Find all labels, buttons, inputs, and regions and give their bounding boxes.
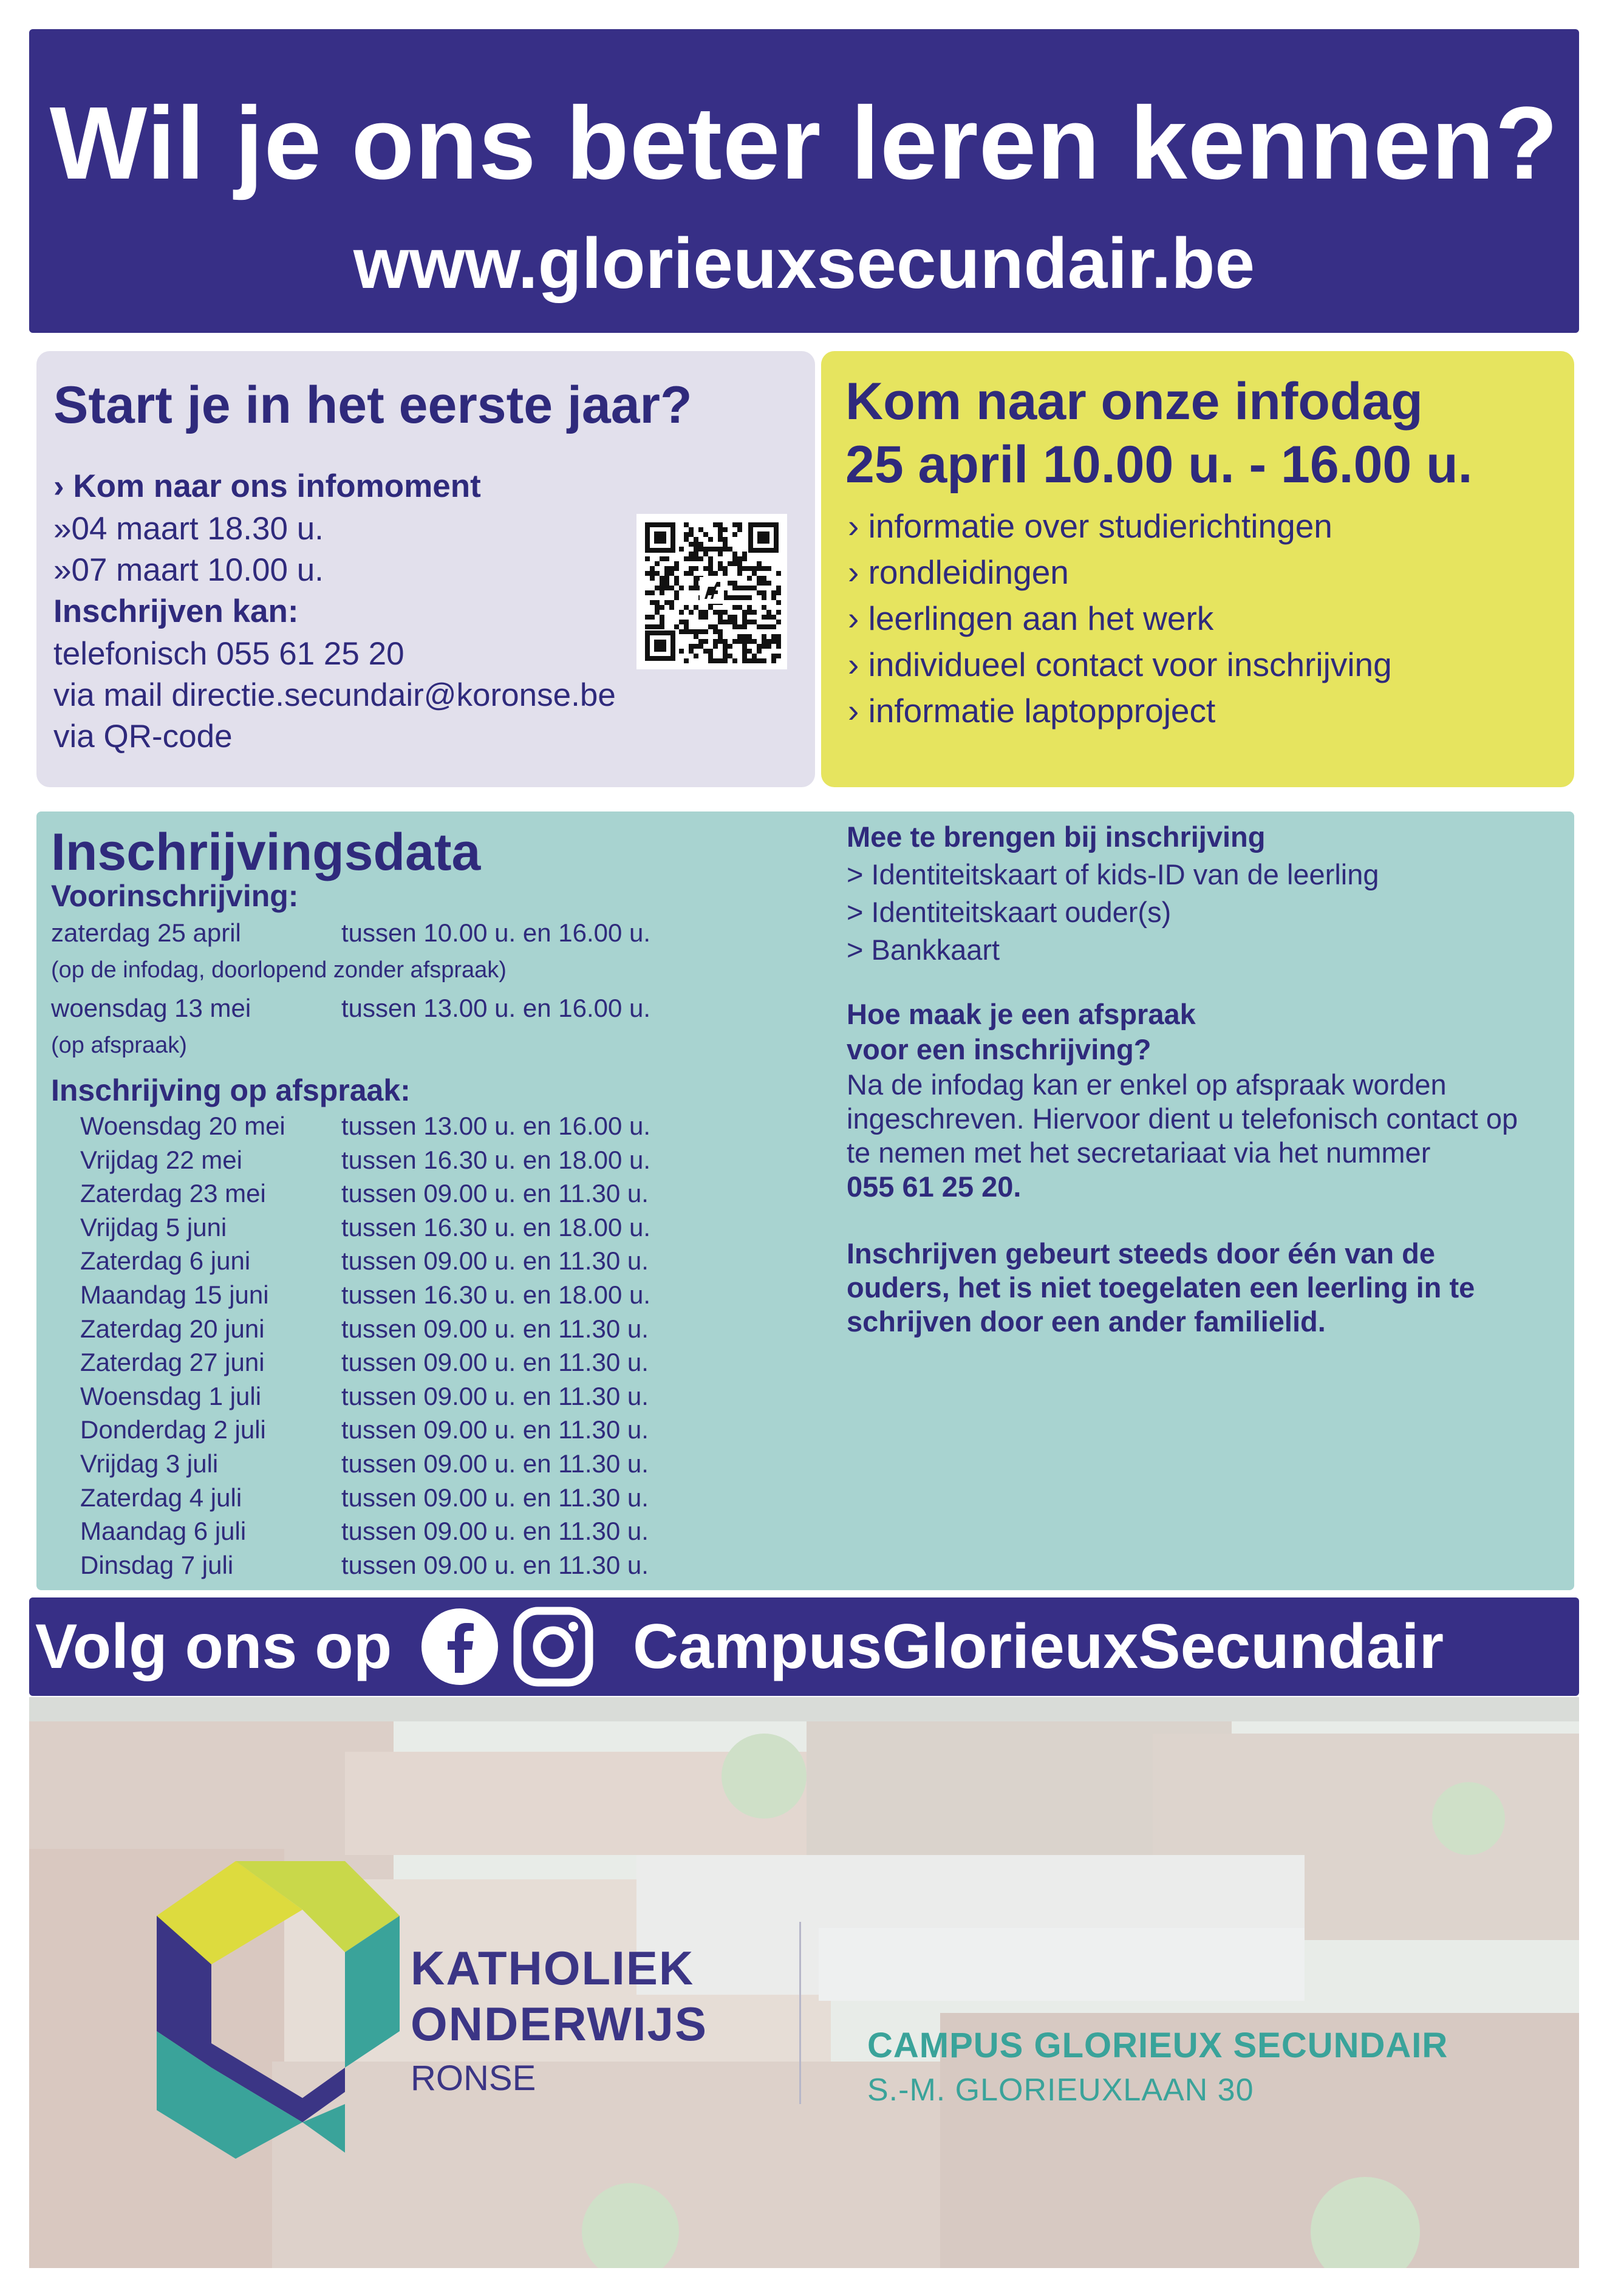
preregistration-note: (op de infodag, doorlopend zonder afspraak) xyxy=(51,957,507,983)
bring-item: > Bankkaart xyxy=(847,934,1000,966)
preregistration-time: tussen 13.00 u. en 16.00 u. xyxy=(341,994,651,1022)
appointment-day: Zaterdag 20 juni xyxy=(80,1314,265,1343)
appointment-day: Zaterdag 27 juni xyxy=(80,1348,265,1377)
register-qr: via QR-code xyxy=(53,719,233,754)
bring-item: > Identiteitskaart of kids-ID van de leerling xyxy=(847,858,1379,890)
appointment-day: Donderdag 2 juli xyxy=(80,1415,266,1444)
parent-note: ouders, het is niet toegelaten een leerling in te xyxy=(847,1271,1475,1303)
appointment-time: tussen 16.30 u. en 18.00 u. xyxy=(341,1212,651,1242)
appointment-time: tussen 09.00 u. en 11.30 u. xyxy=(341,1246,649,1276)
campus-photo xyxy=(29,1697,1579,2268)
appointment-time: tussen 09.00 u. en 11.30 u. xyxy=(341,1449,649,1478)
first-year-title: Start je in het eerste jaar? xyxy=(53,376,692,434)
preregistration-label: Voorinschrijving: xyxy=(51,879,299,913)
howto-text: te nemen met het secretariaat via het nummer xyxy=(847,1136,1431,1169)
infodag-box xyxy=(821,351,1574,787)
parent-note: schrijven door een ander familielid. xyxy=(847,1305,1326,1338)
website-url[interactable]: www.glorieuxsecundair.be xyxy=(353,224,1255,304)
infodag-item: › individueel contact voor inschrijving xyxy=(848,646,1392,683)
facebook-icon[interactable] xyxy=(421,1608,498,1685)
appointment-time: tussen 09.00 u. en 11.30 u. xyxy=(341,1550,649,1579)
instagram-icon[interactable] xyxy=(513,1606,594,1687)
howto-text: ingeschreven. Hiervoor dient u telefonisch contact op xyxy=(847,1102,1518,1135)
howto-text: Na de infodag kan er enkel op afspraak worden xyxy=(847,1068,1447,1101)
social-bar xyxy=(29,1597,1579,1696)
org-name: ONDERWIJS xyxy=(411,1997,708,2051)
appointment-day: Zaterdag 4 juli xyxy=(80,1483,242,1512)
appointment-day: Vrijdag 22 mei xyxy=(80,1145,242,1174)
infodag-item: › leerlingen aan het werk xyxy=(848,600,1214,637)
org-block xyxy=(411,1940,708,2099)
campus-name: CAMPUS GLORIEUX SECUNDAIR xyxy=(867,2026,1448,2065)
preregistration-time: tussen 10.00 u. en 16.00 u. xyxy=(341,918,651,947)
appointment-day: Vrijdag 3 juli xyxy=(80,1449,219,1478)
qr-code[interactable] xyxy=(636,514,787,669)
org-name: KATHOLIEK xyxy=(411,1941,695,1995)
campus-address: S.-M. GLORIEUXLAAN 30 xyxy=(867,2072,1254,2108)
appointment-time: tussen 09.00 u. en 11.30 u. xyxy=(341,1483,649,1512)
infomoment-date: »04 maart 18.30 u. xyxy=(53,511,324,547)
appointment-time: tussen 09.00 u. en 11.30 u. xyxy=(341,1381,649,1410)
appointment-day: Dinsdag 7 juli xyxy=(80,1550,234,1579)
appointment-time: tussen 16.30 u. en 18.00 u. xyxy=(341,1145,651,1174)
bring-item: > Identiteitskaart ouder(s) xyxy=(847,896,1172,928)
appointment-time: tussen 09.00 u. en 11.30 u. xyxy=(341,1415,649,1444)
howto-heading: Hoe maak je een afspraak xyxy=(847,998,1196,1030)
registration-box xyxy=(36,811,1574,1590)
appointment-time: tussen 16.30 u. en 18.00 u. xyxy=(341,1280,651,1309)
secretariat-phone[interactable]: 055 61 25 20. xyxy=(847,1170,1022,1203)
appointment-day: Woensdag 1 juli xyxy=(80,1381,262,1410)
campus-block xyxy=(867,2025,1448,2108)
preregistration-day: woensdag 13 mei xyxy=(51,994,251,1022)
org-city: RONSE xyxy=(411,2059,536,2098)
appointment-time: tussen 13.00 u. en 16.00 u. xyxy=(341,1112,651,1140)
appointment-day: Zaterdag 6 juni xyxy=(80,1246,251,1276)
register-label: Inschrijven kan: xyxy=(53,593,299,629)
first-year-box xyxy=(36,351,815,787)
parent-note: Inschrijven gebeurt steeds door één van de xyxy=(847,1237,1436,1269)
infodag-item: › informatie laptopproject xyxy=(848,692,1216,729)
preregistration-day: zaterdag 25 april xyxy=(51,918,241,947)
footer-divider xyxy=(799,1922,801,2104)
follow-label: Volg ons op xyxy=(35,1611,392,1682)
registration-title: Inschrijvingsdata xyxy=(51,823,481,881)
appointment-day: Maandag 6 juli xyxy=(80,1517,247,1546)
infodag-title: Kom naar onze infodag xyxy=(845,372,1423,431)
howto-heading: voor een inschrijving? xyxy=(847,1033,1152,1065)
appointment-label: Inschrijving op afspraak: xyxy=(51,1073,411,1107)
social-handle[interactable]: CampusGlorieuxSecundair xyxy=(633,1611,1444,1682)
infodag-item: › rondleidingen xyxy=(848,553,1069,591)
bring-label: Mee te brengen bij inschrijving xyxy=(847,821,1266,853)
appointment-day: Maandag 15 juni xyxy=(80,1280,269,1309)
register-phone[interactable]: telefonisch 055 61 25 20 xyxy=(53,636,404,672)
appointment-day: Zaterdag 23 mei xyxy=(80,1179,266,1208)
appointment-time: tussen 09.00 u. en 11.30 u. xyxy=(341,1517,649,1546)
page-title: Wil je ons beter leren kennen? xyxy=(49,86,1559,201)
appointment-time: tussen 09.00 u. en 11.30 u. xyxy=(341,1348,649,1377)
register-mail[interactable]: via mail directie.secundair@koronse.be xyxy=(53,677,616,713)
infomoment-label: › Kom naar ons infomoment xyxy=(53,468,481,504)
appointment-time: tussen 09.00 u. en 11.30 u. xyxy=(341,1314,649,1343)
preregistration-note: (op afspraak) xyxy=(51,1033,187,1058)
appointment-time: tussen 09.00 u. en 11.30 u. xyxy=(341,1179,649,1208)
infodag-item: › informatie over studierichtingen xyxy=(848,507,1332,545)
infomoment-date: »07 maart 10.00 u. xyxy=(53,552,324,588)
infodag-date: 25 april 10.00 u. - 16.00 u. xyxy=(845,436,1473,494)
header-banner xyxy=(29,29,1579,333)
appointment-day: Woensdag 20 mei xyxy=(80,1112,285,1140)
appointment-day: Vrijdag 5 juni xyxy=(80,1212,227,1242)
